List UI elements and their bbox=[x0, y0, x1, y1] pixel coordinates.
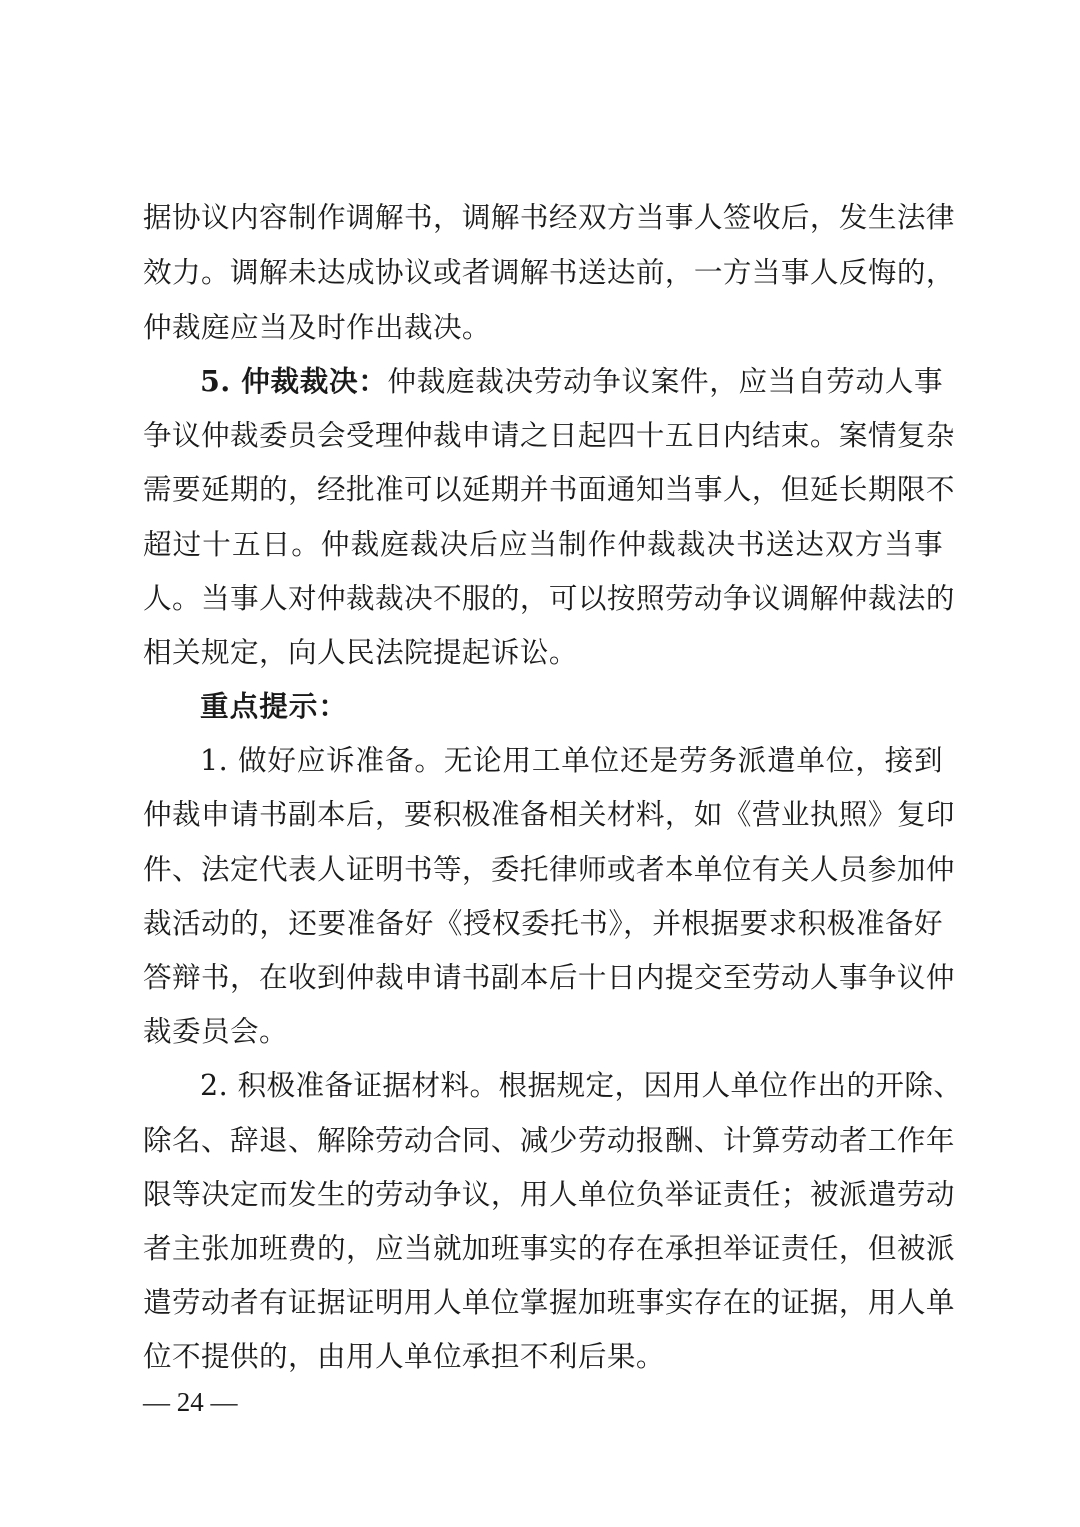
text-line: 答辩书，在收到仲裁申请书副本后十日内提交至劳动人事争议仲 bbox=[143, 960, 955, 994]
paragraph-lead-bold: 5. 仲裁裁决： bbox=[200, 364, 388, 398]
paragraph-first-line: 1. 做好应诉准备。无论用工单位还是劳务派遣单位，接到 bbox=[200, 743, 943, 777]
text-line: 裁委员会。 bbox=[143, 1014, 288, 1048]
text-line: 仲裁申请书副本后，要积极准备相关材料，如《营业执照》复印 bbox=[143, 797, 955, 831]
text-line: 限等决定而发生的劳动争议，用人单位负举证责任；被派遣劳动 bbox=[143, 1177, 955, 1211]
text-line: 遣劳动者有证据证明用人单位掌握加班事实存在的证据，用人单 bbox=[143, 1285, 955, 1319]
text-line: 者主张加班费的，应当就加班事实的存在承担举证责任，但被派 bbox=[143, 1231, 955, 1265]
text-line: 件、法定代表人证明书等，委托律师或者本单位有关人员参加仲 bbox=[143, 852, 955, 886]
text-line: 争议仲裁委员会受理仲裁申请之日起四十五日内结束。案情复杂 bbox=[143, 418, 955, 452]
section-heading: 重点提示： bbox=[200, 689, 348, 723]
text-line: 裁活动的，还要准备好《授权委托书》，并根据要求积极准备好 bbox=[143, 906, 943, 940]
text-line: 人。当事人对仲裁裁决不服的，可以按照劳动争议调解仲裁法的 bbox=[143, 581, 955, 615]
text-line: 相关规定，向人民法院提起诉讼。 bbox=[143, 635, 578, 669]
text-line: 除名、辞退、解除劳动合同、减少劳动报酬、计算劳动者工作年 bbox=[143, 1123, 955, 1157]
page-number: — 24 — bbox=[143, 1387, 238, 1417]
text-line: 仲裁庭应当及时作出裁决。 bbox=[143, 310, 491, 344]
paragraph-first-line: 2. 积极准备证据材料。根据规定，因用人单位作出的开除、 bbox=[200, 1068, 963, 1102]
text-line: 需要延期的，经批准可以延期并书面通知当事人，但延长期限不 bbox=[143, 472, 955, 506]
paragraph-first-line-text: 仲裁庭裁决劳动争议案件，应当自劳动人事 bbox=[387, 364, 943, 398]
paragraph-first-line bbox=[200, 361, 943, 401]
text-line: 据协议内容制作调解书，调解书经双方当事人签收后，发生法律 bbox=[143, 200, 955, 234]
text-line: 超过十五日。仲裁庭裁决后应当制作仲裁裁决书送达双方当事 bbox=[143, 527, 943, 561]
text-line: 效力。调解未达成协议或者调解书送达前，一方当事人反悔的， bbox=[143, 255, 955, 289]
text-line: 位不提供的，由用人单位承担不利后果。 bbox=[143, 1339, 665, 1373]
